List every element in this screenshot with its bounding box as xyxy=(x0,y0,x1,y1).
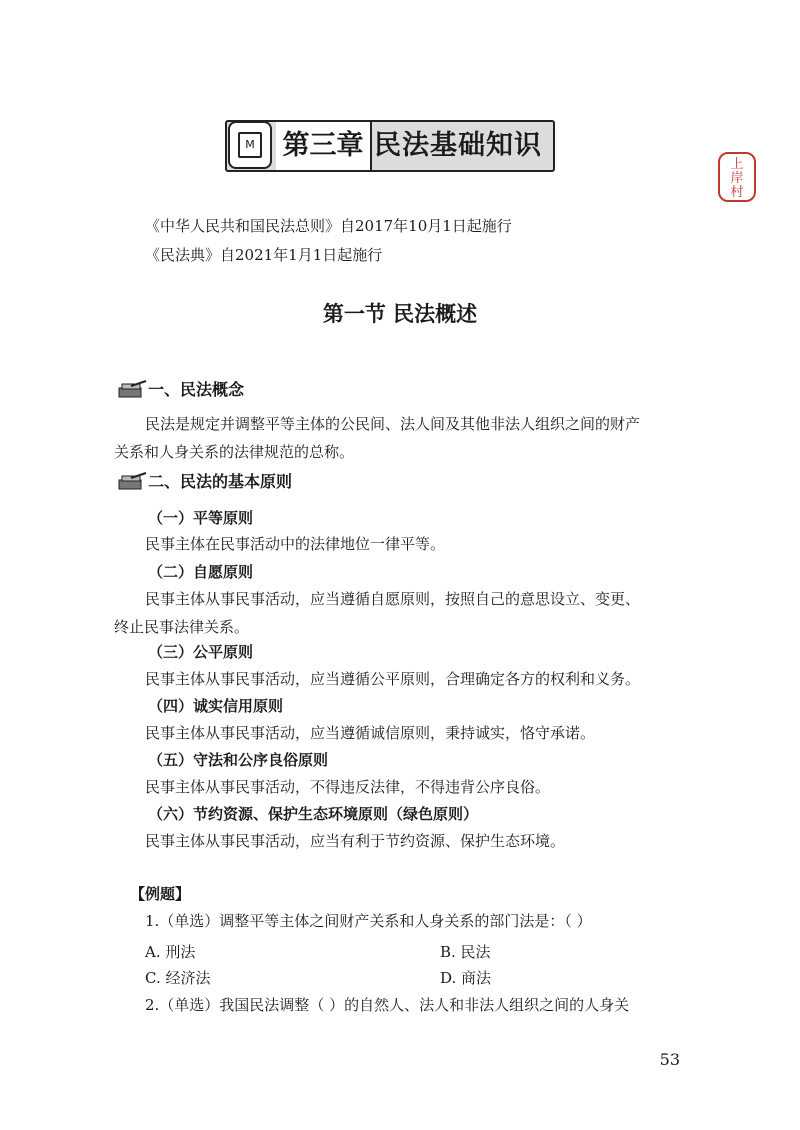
principle-title-5: （五）守法和公序良俗原则 xyxy=(148,751,329,769)
principle-text-1: 民事主体在民事活动中的法律地位一律平等。 xyxy=(145,535,446,553)
q1-option-b: B. 民法 xyxy=(440,943,491,961)
pen-book-icon xyxy=(117,380,147,400)
part1-line-1: 民法是规定并调整平等主体的公民间、法人间及其他非法人组织之间的财产 xyxy=(145,415,641,433)
seal-text: 上岸村 xyxy=(730,157,744,200)
principle-title-1: （一）平等原则 xyxy=(148,509,254,527)
principle-title-2: （二）自愿原则 xyxy=(148,563,254,581)
book-icon xyxy=(228,121,272,169)
principle-text-2b: 终止民事法律关系。 xyxy=(114,618,250,636)
principle-title-6: （六）节约资源、保护生态环境原则（绿色原则） xyxy=(148,805,479,823)
principle-text-4: 民事主体从事民事活动，应当遵循诚信原则，秉持诚实，恪守承诺。 xyxy=(145,724,596,742)
section-title: 第一节 民法概述 xyxy=(322,302,478,326)
page-number: 53 xyxy=(659,1050,680,1069)
principle-text-2a: 民事主体从事民事活动，应当遵循自愿原则，按照自己的意思设立、变更、 xyxy=(145,590,641,608)
q1-option-c: C. 经济法 xyxy=(145,969,211,987)
chapter-label: 第三章 xyxy=(276,122,372,170)
question-1: 1.（单选）调整平等主体之间财产关系和人身关系的部门法是：（ ） xyxy=(145,912,592,930)
examples-label: 【例题】 xyxy=(130,885,191,903)
q1-option-d: D. 商法 xyxy=(440,969,492,987)
principle-title-3: （三）公平原则 xyxy=(148,643,254,661)
pen-book-icon xyxy=(117,472,147,492)
question-2: 2.（单选）我国民法调整（ ）的自然人、法人和非法人组织之间的人身关 xyxy=(145,996,630,1014)
principle-text-6: 民事主体从事民事活动，应当有利于节约资源、保护生态环境。 xyxy=(145,832,566,850)
principle-text-5: 民事主体从事民事活动，不得违反法律，不得违背公序良俗。 xyxy=(145,778,551,796)
principle-title-4: （四）诚实信用原则 xyxy=(148,697,284,715)
heading-part1: 一、民法概念 xyxy=(148,380,245,399)
seal-stamp-icon xyxy=(718,152,756,202)
chapter-title: 民法基础知识 xyxy=(374,130,542,161)
book-icon-glyph: M xyxy=(238,132,262,158)
q1-option-a: A. 刑法 xyxy=(145,943,196,961)
law-line-2: 《民法典》自2021年1月1日起施行 xyxy=(145,246,383,264)
principle-text-3: 民事主体从事民事活动，应当遵循公平原则，合理确定各方的权利和义务。 xyxy=(145,670,641,688)
part1-line-2: 关系和人身关系的法律规范的总称。 xyxy=(114,443,355,461)
heading-part2: 二、民法的基本原则 xyxy=(148,472,293,491)
law-line-1: 《中华人民共和国民法总则》自2017年10月1日起施行 xyxy=(145,217,512,235)
